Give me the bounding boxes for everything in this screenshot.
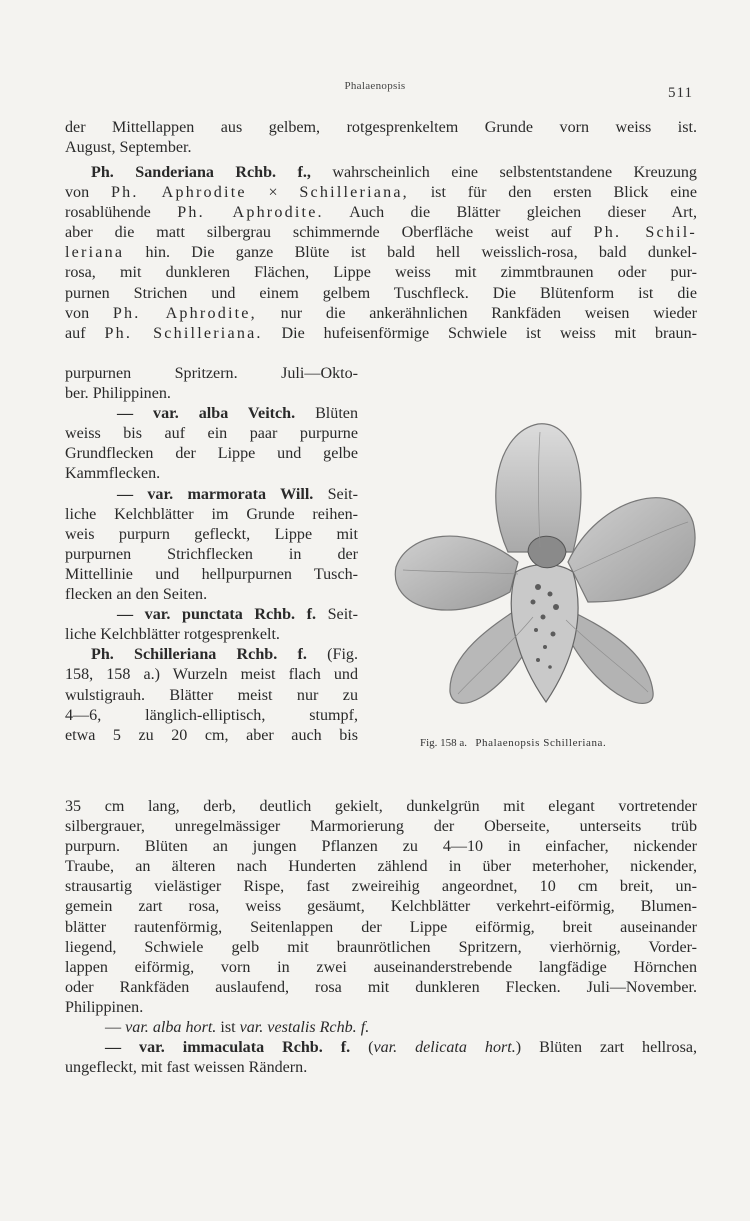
species-ref: Ph. Schil- bbox=[593, 224, 697, 242]
variety-name: — var. immaculata Rchb. f. bbox=[105, 1039, 351, 1057]
text-line: purnen Strichen und einem gelbem Tuschfleck. Die Blütenform ist die bbox=[65, 284, 697, 302]
hybrid-sign: × bbox=[246, 184, 300, 202]
text-line: etwa 5 zu 20 cm, aber auch bis bbox=[65, 726, 358, 744]
text-line bbox=[65, 304, 697, 324]
text-line bbox=[65, 605, 358, 625]
text-line bbox=[65, 1038, 697, 1058]
text-line: oder Rankfäden auslaufend, rosa mit dunkleren Flecken. Juli—November. bbox=[65, 978, 697, 996]
text-line: weis purpurn gefleckt, Lippe mit bbox=[65, 525, 358, 543]
text-span: (Fig. bbox=[306, 646, 358, 664]
text-line bbox=[65, 485, 358, 505]
text-span: hin. Die ganze Blüte ist bald hell weisslich-rosa, bald dunkel- bbox=[124, 244, 697, 262]
text-line bbox=[65, 163, 697, 183]
text-line bbox=[65, 404, 358, 424]
text-line: 35 cm lang, derb, deutlich gekielt, dunkelgrün mit elegant vortretender bbox=[65, 798, 697, 815]
text-line: strausartig vielästiger Rispe, fast zweireihig angeordnet, 10 cm breit, un- bbox=[65, 878, 697, 896]
paragraph-continuation bbox=[65, 118, 697, 158]
species-ref: leriana bbox=[65, 244, 125, 262]
species-ref: Ph. Aphrodite bbox=[110, 184, 247, 202]
text-line: ungefleckt, mit fast weissen Rändern. bbox=[65, 1059, 308, 1077]
text-span: — bbox=[105, 1019, 126, 1037]
text-line: ber. Philippinen. bbox=[65, 385, 171, 403]
species-name: Ph. Sanderiana Rchb. f., bbox=[91, 164, 311, 181]
species-ref: Ph. Aphrodite, bbox=[112, 304, 257, 322]
text-line: der Mittellappen aus gelbem, rotgesprenkeltem Grunde vorn weiss ist. bbox=[65, 119, 697, 136]
figure-caption bbox=[420, 737, 710, 749]
text-span: nur die ankerähnlichen Rankfäden weisen wieder bbox=[256, 304, 697, 322]
text-line: weiss bis auf ein paar purpurne bbox=[65, 425, 358, 443]
text-line bbox=[65, 324, 697, 344]
variety-name: — var. alba Veitch. bbox=[117, 405, 296, 423]
text-line bbox=[65, 1018, 697, 1038]
text-line bbox=[65, 645, 358, 665]
species-ref: Ph. Aphrodite. bbox=[177, 204, 324, 222]
page-number: 511 bbox=[668, 85, 693, 101]
text-line: rosa, mit dunkleren Flächen, Lippe weiss mit zimmtbraunen oder pur- bbox=[65, 264, 697, 282]
text-span: ist bbox=[216, 1019, 240, 1037]
text-line: Traube, an älteren nach Hunderten zählend in über meterhoher, nickender, bbox=[65, 858, 697, 876]
text-span: ist für den ersten Blick eine bbox=[408, 184, 697, 202]
figure-title: Phalaenopsis Schilleriana. bbox=[475, 737, 607, 749]
narrow-column bbox=[65, 364, 358, 746]
text-span: Blüten bbox=[295, 405, 358, 423]
text-span: rosablühende bbox=[65, 204, 178, 222]
figure-number: Fig. 158 a. bbox=[420, 737, 468, 749]
text-line bbox=[65, 183, 697, 203]
running-title: Phalaenopsis bbox=[344, 80, 406, 92]
species-ref: Schilleriana, bbox=[299, 184, 409, 202]
text-line: silbergrauer, unregelmässiger Marmorierung der Oberseite, unterseits trüb bbox=[65, 818, 697, 836]
text-line: purpurnen Spritzern. Juli—Okto- bbox=[65, 365, 358, 382]
paragraph-sanderiana bbox=[65, 163, 697, 344]
variety-name: var. vestalis Rchb. f. bbox=[239, 1019, 370, 1037]
orchid-illustration bbox=[388, 402, 700, 732]
text-line: 4—6, länglich-elliptisch, stumpf, bbox=[65, 706, 358, 724]
text-line: liche Kelchblätter im Grunde reihen- bbox=[65, 505, 358, 523]
text-line: blätter rautenförmig, Seitenlappen der Lippe eiförmig, breit auseinander bbox=[65, 918, 697, 936]
text-span: von bbox=[65, 304, 113, 322]
variety-name: — var. marmorata Will. bbox=[117, 485, 314, 503]
text-line: August, September. bbox=[65, 139, 192, 157]
text-line: Kammflecken. bbox=[65, 465, 161, 483]
species-ref: Ph. Schilleriana. bbox=[104, 324, 263, 342]
text-span: Seit- bbox=[313, 485, 359, 503]
text-line: purpurn. Blüten an jungen Pflanzen zu 4—10 in einfacher, nickender bbox=[65, 838, 697, 856]
species-name: Ph. Schilleriana Rchb. f. bbox=[91, 646, 307, 664]
text-span: Auch die Blätter gleichen dieser Art, bbox=[323, 204, 697, 222]
text-line: wulstigrauh. Blätter meist nur zu bbox=[65, 686, 358, 704]
text-span: Seit- bbox=[316, 606, 358, 624]
variety-name: var. alba hort. bbox=[125, 1019, 217, 1037]
text-line: purpurnen Strichflecken in der bbox=[65, 545, 358, 563]
text-line: Philippinen. bbox=[65, 998, 144, 1016]
text-span: auf bbox=[65, 324, 105, 342]
text-span: Die hufeisenförmige Schwiele ist weiss mit braun- bbox=[262, 324, 697, 342]
text-span: ) Blüten zart hellrosa, bbox=[515, 1039, 697, 1057]
synonym: var. delicata hort. bbox=[373, 1039, 516, 1057]
paragraph-schilleriana-continued bbox=[65, 797, 697, 1078]
text-line bbox=[65, 243, 697, 263]
text-line: liegend, Schwiele gelb mit braunrötlichen Spritzern, vierhörnig, Vorder- bbox=[65, 938, 697, 956]
variety-name: — var. punctata Rchb. f. bbox=[117, 606, 317, 624]
text-span: ( bbox=[350, 1039, 374, 1057]
text-line: lappen eiförmig, vorn in zwei auseinanderstrebende langfädige Hörnchen bbox=[65, 958, 697, 976]
text-line: gemein zart rosa, weiss gesäumt, Kelchblätter verkehrt-eiförmig, Blumen- bbox=[65, 898, 697, 916]
text-line: Grundflecken der Lippe und gelbe bbox=[65, 445, 358, 463]
text-line: Mittellinie und hellpurpurnen Tusch- bbox=[65, 565, 358, 583]
text-line bbox=[65, 223, 697, 243]
text-line: liche Kelchblätter rotgesprenkelt. bbox=[65, 626, 280, 644]
text-line: flecken an den Seiten. bbox=[65, 586, 208, 604]
text-span: von bbox=[65, 184, 111, 202]
text-span: aber die matt silbergrau schimmernde Oberfläche weist auf bbox=[65, 224, 594, 242]
text-line: 158, 158 a.) Wurzeln meist flach und bbox=[65, 666, 358, 684]
text-line bbox=[65, 203, 697, 223]
text-span: wahrscheinlich eine selbstentstandene Kreuzung bbox=[310, 164, 697, 181]
phalaenopsis-flower-drawing bbox=[388, 402, 700, 732]
